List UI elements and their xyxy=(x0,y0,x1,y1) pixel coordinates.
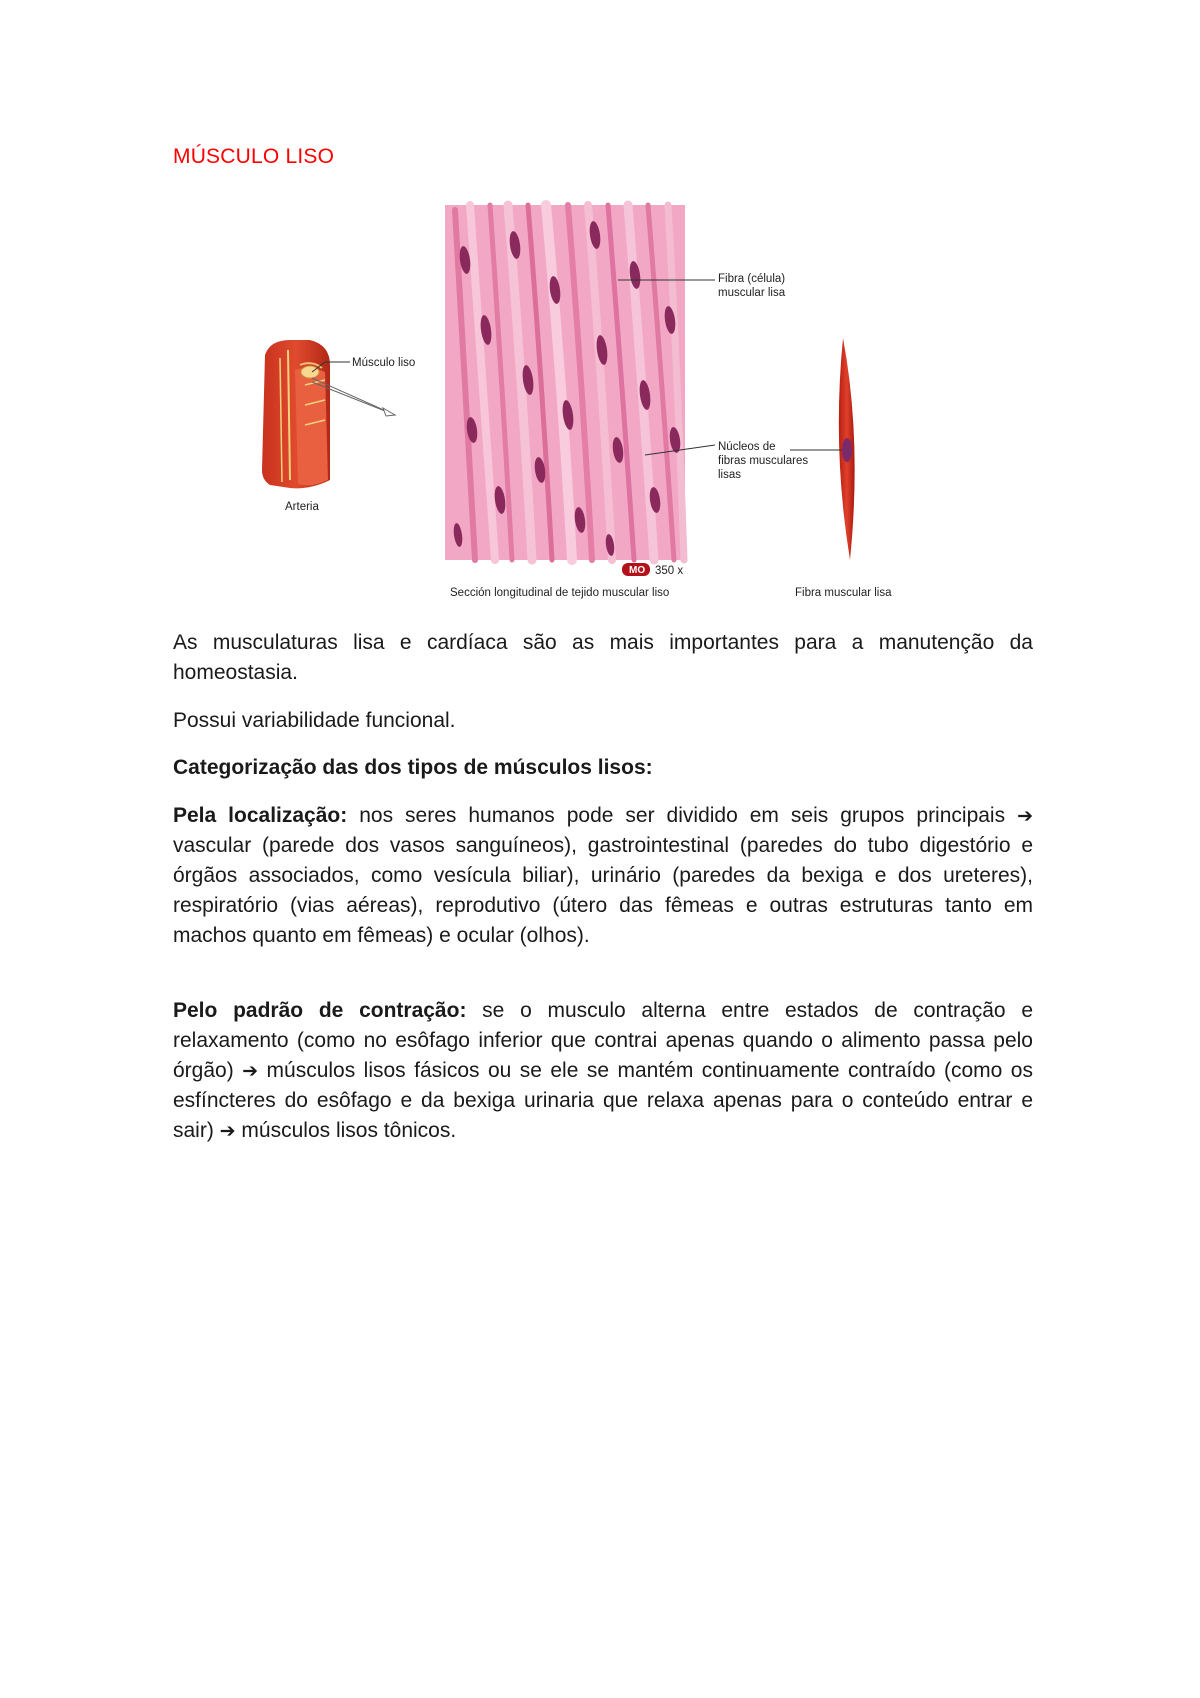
arrow-right-icon: ➔ xyxy=(219,1120,236,1142)
localizacao-text-2: vascular (parede dos vasos sanguíneos), gastrointestinal (paredes do tubo digestório e órgãos associados, como vesícula biliar), urinário (paredes da bexiga e dos ureteres), respiratório (vias aéreas), reprodutivo (útero das fêmeas e outras estruturas tanto em machos quanto em fêmeas) e ocular (olhos). xyxy=(173,834,1033,947)
localizacao-text-1: nos seres humanos pode ser dividido em seis grupos principais xyxy=(347,804,1018,827)
caption-section: Sección longitudinal de tejido muscular liso xyxy=(450,587,670,599)
contracao-text-3: músculos lisos tônicos. xyxy=(235,1119,457,1142)
label-nucleos-line2: fibras musculares xyxy=(718,455,809,467)
heading-categorizacao xyxy=(173,753,1033,783)
caption-fibra: Fibra muscular lisa xyxy=(795,587,892,599)
label-contracao: Pelo padrão de contração: xyxy=(173,999,467,1022)
contracao-text-2: músculos lisos fásicos ou se ele se mantém continuamente contraído (como os esfíncteres do esôfago e da bexiga urinaria que relaxa apenas para o conteúdo entrar e sair) xyxy=(173,1059,1033,1142)
smooth-muscle-fiber-illustration xyxy=(790,338,855,560)
label-fibra-celula-line1: Fibra (célula) xyxy=(718,273,786,285)
label-localizacao: Pela localização: xyxy=(173,804,348,827)
contracao-text-1: se o musculo alterna entre estados de contração e relaxamento (como no esôfago inferior que contrai apenas quando o alimento passa pelo órgão) xyxy=(173,999,1033,1082)
svg-text:MO: MO xyxy=(629,565,646,576)
label-fibra-celula-line2: muscular lisa xyxy=(718,287,786,299)
magnification-label: 350 x xyxy=(655,565,684,577)
label-arteria: Arteria xyxy=(285,501,319,513)
paragraph-homeostasia: As musculaturas lisa e cardíaca são as mais importantes para a manutenção da homeostasia. xyxy=(173,631,1033,684)
heading-categorizacao-text: Categorização das dos tipos de músculos lisos: xyxy=(173,756,653,779)
arrow-right-icon: ➔ xyxy=(242,1060,259,1082)
paragraph-variabilidade: Possui variabilidade funcional. xyxy=(173,709,456,732)
smooth-muscle-figure xyxy=(250,200,910,610)
micrograph-image xyxy=(445,205,685,560)
smooth-muscle-illustration xyxy=(250,200,910,610)
page-title: MÚSCULO LISO xyxy=(173,145,335,168)
label-musculo-liso: Músculo liso xyxy=(352,357,416,369)
label-nucleos-line1: Núcleos de xyxy=(718,441,776,453)
paragraph-localizacao xyxy=(173,801,1033,951)
label-nucleos-line3: lisas xyxy=(718,469,742,481)
paragraph-contracao xyxy=(173,996,1033,1146)
arrow-right-icon: ➔ xyxy=(1017,805,1033,827)
